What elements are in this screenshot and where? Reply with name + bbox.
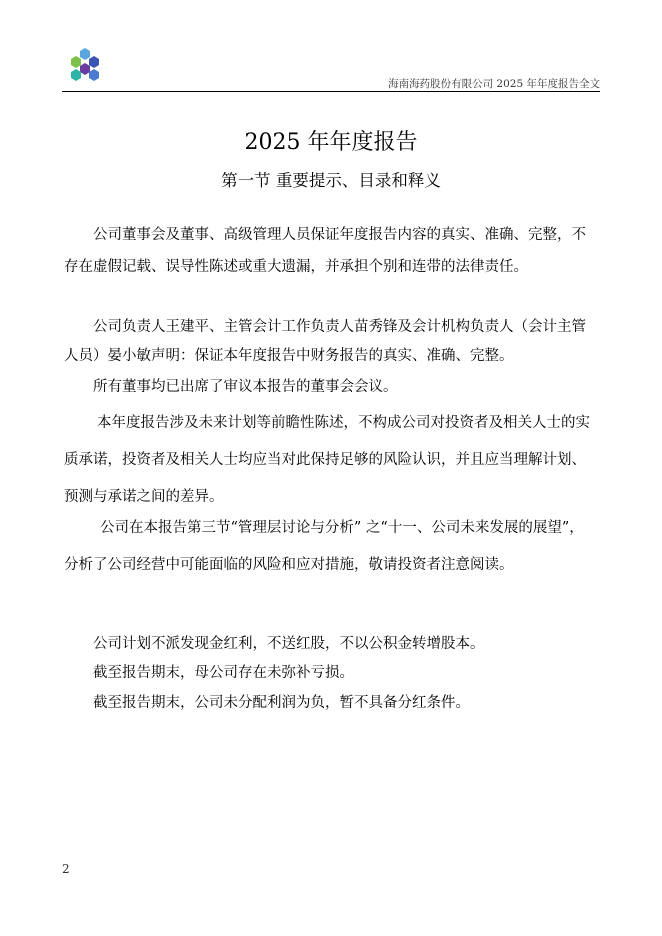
paragraph-board-guarantee: 公司董事会及董事、高级管理人员保证年度报告内容的真实、准确、完整，不存在虚假记载、误导性陈述或重大遗漏，并承担个别和连带的法律责任。	[64, 227, 586, 275]
hexagon-cluster-logo-icon	[68, 46, 102, 82]
paragraph-dividend-plan: 公司计划不派发现金红利，不送红股，不以公积金转增股本。	[93, 636, 485, 652]
paragraph-parent-loss: 截至报告期末，母公司存在未弥补亏损。	[93, 665, 354, 681]
paragraph-responsible-persons: 公司负责人王建平、主管会计工作负责人苗秀锋及会计机构负责人（会计主管人员）晏小敏声明：保证本年度报告中财务报告的真实、准确、完整。	[64, 319, 586, 364]
section-title: 第一节 重要提示、目录和释义	[221, 171, 441, 190]
header-company-report: 海南海药股份有限公司 2025 年年度报告全文	[388, 78, 600, 90]
logo-hexagon	[89, 56, 99, 68]
paragraph-undistributed-profit: 截至报告期末，公司未分配利润为负，暂不具备分红条件。	[93, 695, 470, 711]
report-title: 2025 年年度报告	[244, 129, 418, 155]
logo-hexagon	[80, 48, 90, 60]
logo-hexagon	[71, 69, 81, 81]
logo-hexagon	[71, 56, 81, 68]
paragraph-directors-attendance: 所有董事均已出席了审议本报告的董事会会议。	[93, 379, 398, 395]
page-number: 2	[62, 862, 70, 876]
logo-hexagon	[89, 69, 99, 81]
header-divider	[62, 91, 600, 92]
logo-hexagon	[80, 63, 90, 75]
paragraph-risk-analysis: 公司在本报告第三节“管理层讨论与分析” 之“十一、公司未来发展的展望”，分析了公司经营中可能面临的风险和应对措施，敬请投资者注意阅读。	[64, 520, 584, 573]
paragraph-forward-looking: 本年度报告涉及未来计划等前瞻性陈述，不构成公司对投资者及相关人士的实质承诺，投资者及相关人士均应当对此保持足够的风险认识，并且应当理解计划、预测与承诺之间的差异。	[64, 415, 590, 505]
